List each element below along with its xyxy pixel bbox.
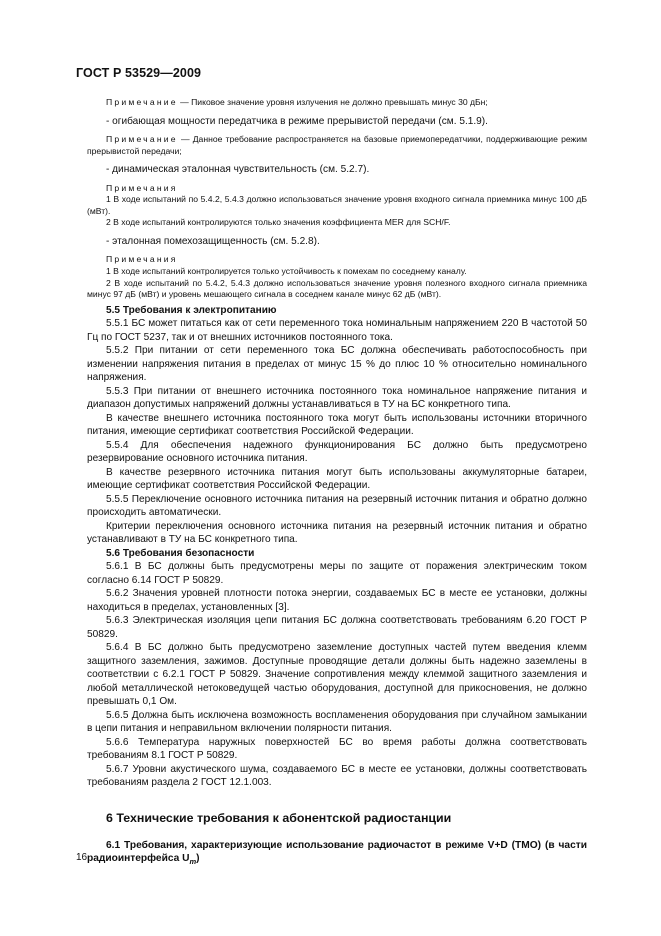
paragraph: 5.6.1 В БС должны быть предусмотрены меры по защите от поражения электрическим током согласно 6.14 ГОСТ Р 50829. — [87, 561, 587, 586]
notes-label: Примечания — [106, 182, 178, 193]
paragraph: 5.5.5 Переключение основного источника питания на резервный источник питания и обратно должно происходить автоматически. — [87, 493, 587, 519]
requirement-item: - огибающая мощности передатчика в режиме прерывистой передачи (см. 5.1.9). — [106, 115, 488, 127]
note-numbered: 2 В ходе испытаний контролируются только значения коэффициента MER для SCH/F. — [106, 217, 451, 228]
note-numbered: 1 В ходе испытаний по 5.4.2, 5.4.3 должно использоваться значение уровня входного сигнала приемника минус 100 дБ (мВт). — [87, 194, 587, 216]
paragraph: 5.6.7 Уровни акустического шума, создаваемого БС в месте ее установки, должны соответствовать требованиям раздела 2 ГОСТ 12.1.003. — [87, 763, 587, 789]
note-text: — Пиковое значение уровня излучения не должно превышать минус 30 дБн; — [177, 97, 488, 107]
notes-heading — [87, 183, 587, 195]
subsection-heading-text: 6.1 Требования, характеризующие использование радиочастот в режиме V+D (TMO) (в части радиоинтерфейса U — [87, 839, 587, 865]
note — [87, 134, 587, 157]
note — [87, 97, 587, 109]
paragraph: В качестве внешнего источника постоянного тока могут быть использованы источники вторичного питания, имеющие сертификат соответствия Российской Федерации. — [87, 412, 587, 438]
paragraph: 5.6.3 Электрическая изоляция цепи питания БС должна соответствовать требованиям 6.20 ГОСТ Р 50829. — [87, 615, 587, 640]
paragraph: 5.5.4 Для обеспечения надежного функционирования БС должно быть предусмотрено резервирование основного источника питания. — [87, 439, 587, 465]
paragraph: В качестве резервного источника питания могут быть использованы аккумуляторные батареи, имеющие сертификат соответствия Российской Федерации. — [87, 466, 587, 492]
page-number: 16 — [76, 852, 88, 863]
paragraph: 5.6.5 Должна быть исключена возможность воспламенения оборудования при случайном замыкании в цепи питания и неправильном включении полярности питания. — [87, 709, 587, 735]
requirement-item: - динамическая эталонная чувствительность (см. 5.2.7). — [106, 164, 370, 176]
paragraph: 5.6.4 В БС должно быть предусмотрено заземление доступных частей путем введения клемм защитного заземления, зажимов. Доступные проводящие детали должны быть надежно заземлены в соответствии с 6.2.1 ГОСТ Р 50829. Значение сопротивления между клеммой защитного заземления и любой металлической нетоковедущей частью оборудования, доступной для прикосновения, не должно превышать 0,1 Ом. — [87, 642, 587, 708]
paragraph: 5.6.2 Значения уровней плотности потока энергии, создаваемых БС в месте ее установки, должны находиться в пределах, установленных [3]. — [87, 588, 587, 613]
paragraph: 5.5.1 БС может питаться как от сети переменного тока номинальным напряжением 220 В частотой 50 Гц по ГОСТ 5237, так и от внешних источников постоянного тока. — [87, 318, 587, 343]
requirement-item: - эталонная помехозащищенность (см. 5.2.8). — [106, 235, 320, 247]
section-heading: 5.5 Требования к электропитанию — [106, 304, 277, 316]
note-label: Примечание — [106, 134, 178, 144]
subsection-heading-tail: ) — [196, 853, 200, 865]
notes-label: Примечания — [106, 254, 178, 265]
document-header: ГОСТ Р 53529—2009 — [76, 66, 202, 80]
chapter-heading: 6 Технические требования к абонентской радиостанции — [106, 810, 452, 825]
note-label: Примечание — [106, 97, 178, 107]
paragraph: 5.6.6 Температура наружных поверхностей БС во время работы должна соответствовать требованиям 8.1 ГОСТ Р 50829. — [87, 736, 587, 762]
note-text: — Данное требование распространяется на базовые приемопередатчики, поддерживающие режим прерывистой передачи; — [87, 134, 587, 156]
note-numbered: 1 В ходе испытаний контролируется только устойчивость к помехам по соседнему каналу. — [106, 265, 467, 276]
note-numbered: 2 В ходе испытаний по 5.4.2, 5.4.3 должно использоваться значение уровня полезного входного сигнала приемника минус 97 дБ (мВт) и уровень мешающего сигнала в соседнем канале минус 62 дБ (мВт). — [87, 277, 587, 300]
section-heading: 5.6 Требования безопасности — [106, 547, 255, 559]
subsection-heading — [87, 839, 587, 869]
notes-heading — [87, 254, 587, 266]
paragraph: 5.5.3 При питании от внешнего источника постоянного тока номинальное напряжение питания и диапазон допустимых напряжений должны устанавливаться в ТУ на БС конкретного типа. — [87, 385, 587, 411]
document-body — [87, 97, 587, 869]
paragraph: Критерии переключения основного источника питания на резервный источник питания и обратно устанавливают в ТУ на БС конкретного типа. — [87, 520, 587, 546]
paragraph: 5.5.2 При питании от сети переменного тока БС должна обеспечивать работоспособность при изменении напряжения питания в пределах от минус 15 % до плюс 10 % относительно номинального напряжения. — [87, 345, 587, 384]
subscript: m — [189, 857, 197, 867]
